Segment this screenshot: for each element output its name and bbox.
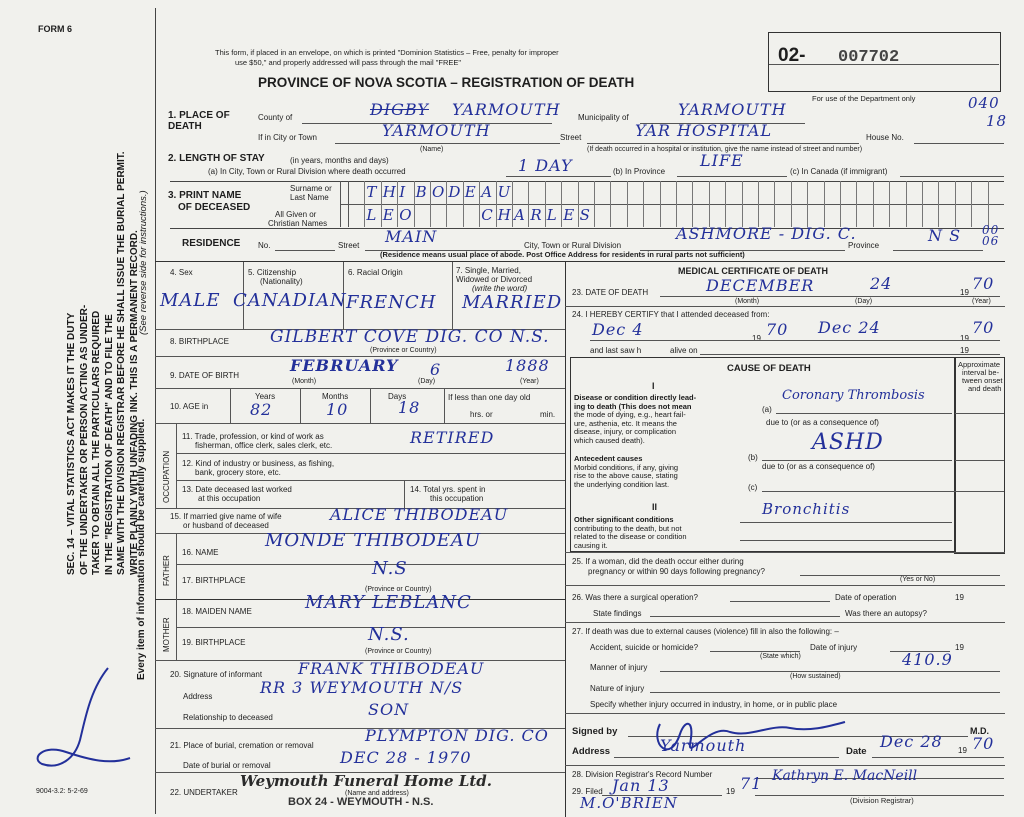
last-worked-label-1: 13. Date deceased last worked [182,485,292,494]
dob-label: 9. DATE OF BIRTH [170,371,240,380]
statute-line-4: IN THE "REGISTRATION OF DEATH" AND TO FILE THE [103,314,115,575]
given-second-letter: C [481,206,494,224]
total-years-label-1: 14. Total yrs. spent in [410,485,486,494]
citizenship-value: CANADIAN [233,290,347,311]
dob-day: 6 [430,360,442,379]
father-birthplace-label: 17. BIRTHPLACE [182,576,246,585]
due-to-2: due to (or as a consequence of) [762,462,875,471]
postal-note-1: This form, if placed in an envelope, on which is printed "Dominion Statistics – Free, penalty for improper [215,48,559,57]
last-worked-label-2: at this occupation [198,494,261,503]
last-saw-prefix: 19 [960,346,969,355]
dept-code-1: 040 [968,94,1000,112]
name-grid-divider [840,181,841,227]
father-name-label: 16. NAME [182,548,219,557]
given-second-letter: S [579,206,591,224]
county-value: YARMOUTH [452,100,561,119]
father-name-value: MONDE THIBODEAU [265,530,482,551]
dob-year: 1888 [505,356,550,375]
undertaker-caption: (Name and address) [345,790,409,797]
dob-year-caption: (Year) [520,378,539,385]
due-to-1: due to (or as a consequence of) [766,418,879,427]
length-of-stay-suffix: (in years, months and days) [290,156,389,165]
name-grid-divider [463,181,464,227]
pregnancy-label-1: 25. If a woman, did the death occur either during [572,557,744,566]
given-first-letter: L [366,206,378,224]
margin-rule [155,8,156,814]
cause-part-one: I [652,381,655,391]
reg-prefix: 02- [778,45,806,66]
given-label-2: Christian Names [268,219,328,228]
mother-maiden-label: 18. MAIDEN NAME [182,607,252,616]
name-grid-divider [381,181,382,227]
total-years-label-2: this occupation [430,494,484,503]
name-grid-divider [791,181,792,227]
name-grid-divider [742,181,743,227]
cause-c-mark: (c) [748,483,758,492]
mother-birthplace-caption: (Province or Country) [365,648,432,655]
surname-letter: A [481,183,494,201]
name-letter-grid [348,181,1004,227]
postal-note-2: use $50," and properly addressed will pass through the mail "FREE" [235,58,462,67]
operation-date-label: Date of operation [835,593,897,602]
name-grid-divider [676,181,677,227]
mother-birthplace-value: N.S. [368,624,410,645]
age-hrs: hrs. or [470,410,493,419]
house-label: House No. [866,133,904,142]
dob-day-caption: (Day) [418,378,436,385]
age-years-label: Years [255,392,276,401]
name-grid-divider [938,181,939,227]
father-birthplace-value: N.S [372,558,408,579]
residence-province-value: N S [928,226,962,245]
racial-value: FRENCH [346,292,437,313]
dob-month-caption: (Month) [292,378,317,385]
length-of-stay-label: 2. LENGTH OF STAY [168,153,265,164]
name-grid-divider [578,181,579,227]
residence-city-value: ASHMORE - DIG. C. [676,224,857,243]
dob-month: FEBRUARY [290,356,399,375]
name-grid-divider [873,181,874,227]
deceased-label-1: 3. PRINT NAME [168,190,242,201]
given-second-letter: L [546,206,558,224]
filed-label: 29. Filed [572,787,603,796]
pregnancy-label-2: pregnancy or within 90 days following pregnancy? [588,567,765,576]
undertaker-label: 22. UNDERTAKER [170,788,238,797]
informant-relationship-value: SON [368,700,410,719]
occupation-side-label: OCCUPATION [162,450,171,503]
sign-date-prefix: 19 [958,746,967,755]
mother-side-label: MOTHER [162,617,171,652]
name-grid-divider [709,181,710,227]
name-grid-divider [856,181,857,227]
operation-year-prefix: 19 [955,593,964,602]
autopsy-label: Was there an autopsy? [845,609,927,618]
interval-label-3: tween onset [962,376,1003,385]
given-first-letter: O [399,206,413,224]
sex-value: MALE [160,290,221,311]
undertaker-box: BOX 24 - WEYMOUTH - N.S. [288,796,434,808]
informant-sig-label: 20. Signature of informant [170,670,263,679]
state-which: (State which) [760,653,801,660]
undertaker-stamp: Weymouth Funeral Home Ltd. [240,772,493,790]
statute-line-5: SAME WITH THE DIVISION REGISTRAR BEFORE HE SHALL ISSUE THE BURIAL PERMIT. [116,151,127,575]
signed-by-label: Signed by [572,726,618,737]
marital-value: MARRIED [462,292,563,313]
stay-a-label: (a) In City, Town or Rural Division where death occurred [208,167,406,176]
address-label: Address [572,746,611,757]
cause-b-mark: (b) [748,453,758,462]
trade-value: RETIRED [410,428,495,447]
burial-date-value: DEC 28 - 1970 [340,748,472,767]
name-grid-divider [971,181,972,227]
interval-label-2: interval be- [962,368,1000,377]
dod-day: 24 [870,274,893,293]
burial-place-label: 21. Place of burial, cremation or removal [170,741,314,750]
injury-year-prefix: 19 [955,643,964,652]
md-label: M.D. [970,726,989,736]
registrar-caption: (Division Registrar) [850,796,914,805]
attended-to: Dec 24 [818,318,881,337]
burial-place-value: PLYMPTON DIG. CO [365,726,549,745]
county-struck: DIGBY [370,100,429,119]
accident-label: Accident, suicide or homicide? [590,643,699,652]
residence-province-label: Province [848,241,880,250]
antecedent-label: Antecedent causes Morbid conditions, if any, giving rise to the above cause, stating the underlying condition last. [574,454,679,489]
statute-line-2: OF THE UNDERTAKER OR PERSON ACTING AS UNDER- [78,304,90,575]
dod-month: DECEMBER [706,276,815,295]
dod-year: 70 [972,274,995,293]
age-months-label: Months [322,392,349,401]
surname-label-2: Last Name [290,193,329,202]
mother-maiden-value: MARY LEBLANC [305,592,472,613]
industry-label-2: bank, grocery store, etc. [195,468,281,477]
name-grid-divider [889,181,890,227]
how-sustained: (How sustained) [790,673,841,680]
manner-code: 410.9 [902,650,953,669]
cause-heading: CAUSE OF DEATH [727,363,811,374]
age-months: 10 [326,400,349,419]
name-grid-divider [758,181,759,227]
injury-date-label: Date of injury [810,643,858,652]
name-grid-divider [922,181,923,227]
age-years: 82 [250,400,273,419]
marital-label-3: (write the word) [472,284,528,293]
birthplace-value: GILBERT COVE DIG. CO N.S. [270,327,550,347]
bottom-signature: M.O'BRIEN [580,794,678,812]
filed-year-prefix: 19 [726,787,735,796]
name-grid-divider [774,181,775,227]
place-of-death-label: 1. PLACE OF DEATH [168,110,230,132]
cause-other-value: Bronchitis [762,500,851,518]
given-second-letter: E [563,206,576,224]
given-second-letter: H [497,206,512,224]
less-than-day: If less than one day old [448,393,531,402]
city-value: YARMOUTH [382,121,491,140]
name-grid-divider [692,181,693,227]
wife-label-1: 15. If married give name of wife [170,512,282,521]
margin-signature [30,660,140,780]
informant-relationship-label: Relationship to deceased [183,713,273,722]
certify-label: 24. I HEREBY CERTIFY that I attended deceased from: [572,310,770,319]
municipality-value: YARMOUTH [678,100,787,119]
form-label: FORM 6 [38,24,73,34]
statute-text [66,151,141,575]
dod-year-prefix: 19 [960,288,969,297]
father-birthplace-caption: (Province or Country) [365,586,432,593]
statute-line-1: SEC. 14 – VITAL STATISTICS ACT MAKES IT THE DUTY [66,312,77,575]
name-grid-divider [660,181,661,227]
supply-note: Every item of information should be carefully supplied. [136,418,147,680]
cause-a-mark: (a) [762,405,772,414]
street-value: YAR HOSPITAL [635,121,773,140]
name-grid-divider [496,181,497,227]
attended-to-year: 70 [972,318,995,337]
name-grid-divider [906,181,907,227]
nature-label: Nature of injury [590,684,645,693]
informant-sig-value: FRANK THIBODEAU [298,659,485,678]
dept-use-label: For use of the Department only [812,94,916,103]
medical-heading: MEDICAL CERTIFICATE OF DEATH [678,266,828,276]
residence-city-label: City, Town or Rural Division [524,241,622,250]
interval-label-4: and death [968,384,1002,393]
form-title: PROVINCE OF NOVA SCOTIA – REGISTRATION OF DEATH [258,75,635,90]
name-grid-divider [807,181,808,227]
cause-a-value: Coronary Thrombosis [782,388,925,403]
name-grid-divider [725,181,726,227]
name-grid-divider [594,181,595,227]
residence-street-label: Street [338,241,360,250]
deceased-label-2: OF DECEASED [178,202,251,213]
name-grid-divider [512,181,513,227]
attended-to-prefix: 19 [960,334,969,343]
stay-b-label: (b) In Province [613,167,666,176]
county-label: County of [258,113,293,122]
surname-letter: D [448,183,462,201]
industry-label-1: 12. Kind of industry or business, as fishing, [182,459,335,468]
attended-from-prefix: 19 [752,334,761,343]
registrar-signature: Kathryn E. MacNeill [772,768,918,784]
residence-code: 00 06 [982,223,1000,248]
cause-b-value: ASHD [812,430,884,455]
attended-from-year: 70 [766,320,789,339]
name-grid-divider [824,181,825,227]
surgery-label: 26. Was there a surgical operation? [572,593,698,602]
informant-address-label: Address [183,692,213,701]
form-code: 9004-3.2: 5-2-69 [36,788,88,795]
street-label: Street [560,133,582,142]
dod-label: 23. DATE OF DEATH [572,288,649,297]
statute-line-6: WRITE PLAINLY WITH UNFADING INK. THIS IS A PERMANENT RECORD. [128,230,140,575]
father-side-label: FATHER [162,555,171,586]
age-days: 18 [398,398,421,417]
name-grid-divider [545,181,546,227]
burial-date-label: Date of burial or removal [183,761,271,770]
interval-label-1: Approximate [958,360,1001,369]
marital-label-1: 7. Single, Married, [456,266,521,275]
name-grid-divider [955,181,956,227]
name-grid-divider [643,181,644,227]
state-findings-label: State findings [593,609,642,618]
surname-label-1: Surname or [290,184,332,193]
given-first-letter: E [382,206,395,224]
racial-label: 6. Racial Origin [348,268,403,277]
name-grid-divider [430,181,431,227]
mother-birthplace-label: 19. BIRTHPLACE [182,638,246,647]
reg-number: 007702 [838,48,900,67]
attended-from: Dec 4 [592,320,644,339]
surname-letter: B [415,183,428,201]
sex-label: 4. Sex [170,268,193,277]
specify-label: Specify whether injury occurred in industry, in home, or in public place [590,700,838,709]
dod-month-caption: (Month) [735,298,760,305]
birthplace-label: 8. BIRTHPLACE [170,337,229,346]
last-saw-label: and last saw h [590,346,642,355]
surname-letter: I [399,183,407,201]
manner-label: Manner of injury [590,663,648,672]
dept-code-2: 18 [986,112,1008,130]
registrar-record-label: 28. Division Registrar's Record Number [572,770,713,779]
trade-label-2: fisherman, office clerk, sales clerk, etc. [195,441,333,450]
statute-line-3: TAKER TO OBTAIN ALL THE PARTICULARS REQUIRED [91,310,102,575]
name-grid-divider [627,181,628,227]
birthplace-caption: (Province or Country) [370,347,437,354]
filed-value: Jan 13 [612,776,670,795]
wife-value: ALICE THIBODEAU [330,505,509,524]
name-grid-divider [610,181,611,227]
residence-no-label: No. [258,241,271,250]
other-conditions-label: Other significant conditions contributing to the death, but not related to the disease or condition causing it. [574,515,687,550]
municipality-label: Municipality of [578,113,629,122]
trade-label-1: 11. Trade, profession, or kind of work as [182,432,324,441]
direct-cause-label: Disease or condition directly lead- ing to death (This does not mean the mode of dying, e.g., heart fail- ure, asthenia, etc. It means the disease, injury, or complication which caused death). [574,393,697,445]
citizenship-label-1: 5. Citizenship [248,268,297,277]
surname-letter: U [497,183,512,201]
residence-street-value: MAIN [385,227,438,246]
pregnancy-yes-no: (Yes or No) [900,576,936,583]
stay-a-value: 1 DAY [518,156,573,175]
address-value: Yarmouth [660,736,747,755]
external-label: 27. If death was due to external causes (violence) fill in also the following: – [572,627,839,636]
reverse-note: (See reverse side for instructions.) [138,190,149,335]
name-caption: (Name) [420,146,444,153]
date-value: Dec 28 [880,732,943,751]
stay-c-label: (c) In Canada (if immigrant) [790,167,888,176]
dod-year-caption: (Year) [972,298,991,305]
surname-letter: E [464,183,477,201]
wife-label-2: or husband of deceased [183,521,269,530]
marital-label-2: Widowed or Divorced [456,275,533,284]
hospital-note: (If death occurred in a hospital or institution, give the name instead of street and number) [587,146,863,153]
city-label: If in City or Town [258,133,317,142]
surname-letter: O [432,183,446,201]
age-label: 10. AGE in [170,402,209,411]
surname-letter: T [366,183,378,201]
dod-day-caption: (Day) [855,298,873,305]
date-label: Date [846,746,867,757]
name-grid-divider [988,181,989,227]
given-second-letter: R [530,206,543,224]
age-days-label: Days [388,392,407,401]
residence-note: (Residence means usual place of abode. Post Office Address for residents in rural parts not sufficient) [380,250,745,259]
given-second-letter: A [514,206,526,224]
citizenship-label-2: (Nationality) [260,277,303,286]
name-grid-divider [414,181,415,227]
given-label-1: All Given or [275,210,317,219]
cause-part-two: II [652,502,658,512]
informant-address-value: RR 3 WEYMOUTH N/S [260,678,464,697]
alive-on-label: alive on [670,346,698,355]
residence-label: RESIDENCE [182,238,241,249]
surname-letter: H [382,183,397,201]
filed-year: 71 [740,774,763,793]
age-min: min. [540,410,556,419]
sign-date-year: 70 [972,734,995,753]
stay-b-value: LIFE [700,151,744,170]
